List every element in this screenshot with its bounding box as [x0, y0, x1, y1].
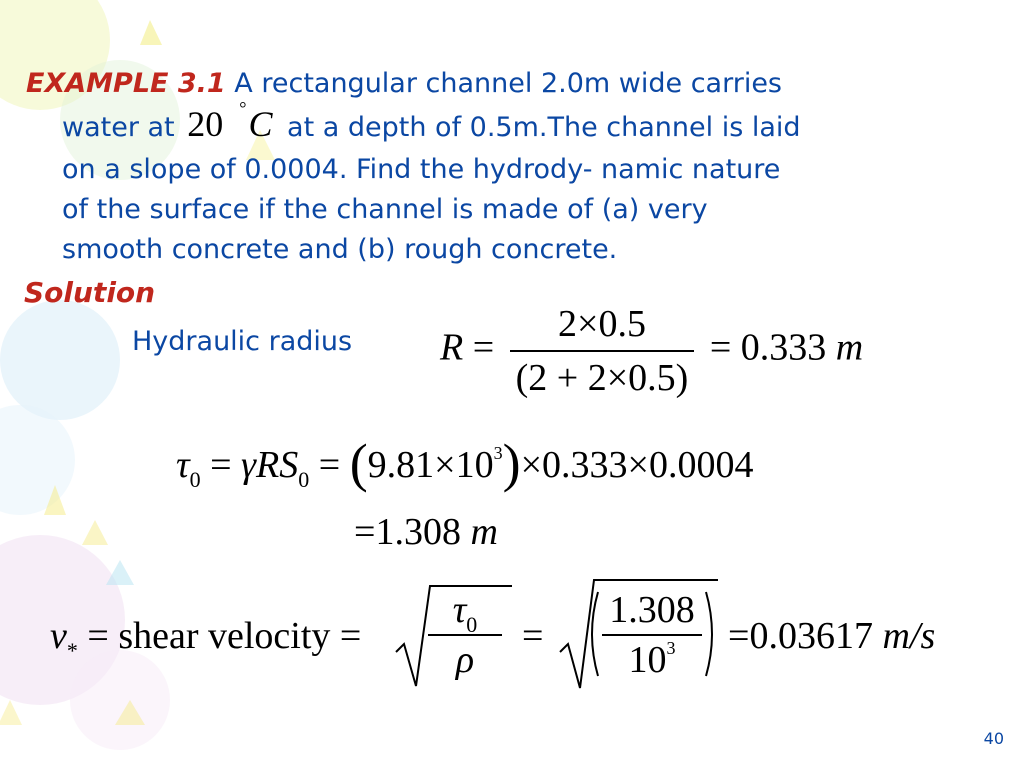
paren-close: ) — [502, 433, 521, 493]
rs-symbol: RS — [256, 444, 299, 486]
gamma-symbol: γ — [241, 444, 257, 486]
shear-stress-unit: m — [470, 511, 498, 553]
temperature-formula — [187, 98, 273, 150]
paren-open: ( — [349, 433, 368, 493]
tau-subscript: 0 — [189, 467, 201, 492]
unit-weight-exponent: 3 — [493, 443, 503, 463]
ratio-denominator — [602, 636, 702, 682]
radius-symbol: R — [440, 326, 464, 369]
slope-subscript: 0 — [298, 467, 310, 492]
velocity-subscript: * — [66, 638, 78, 663]
shear-stress-result — [354, 510, 498, 554]
denominator-exponent: 3 — [666, 638, 676, 658]
radius-result: 0.333 — [740, 326, 827, 369]
shear-velocity-value: 0.03617 — [749, 615, 873, 657]
shear-velocity-text: shear velocity — [118, 615, 331, 657]
equals-sign: = — [728, 615, 750, 657]
equals-sign: = — [709, 326, 732, 369]
temperature-unit: C — [248, 104, 273, 144]
radius-equation — [440, 302, 863, 400]
example-text-2-post: at a depth of 0.5m.The channel is laid — [287, 112, 801, 143]
radius-denominator: (2 + 2×0.5) — [510, 350, 695, 400]
shear-velocity-lhs — [50, 614, 362, 663]
example-line-4: of the surface if the channel is made of (a) very — [62, 194, 708, 225]
equals-sign: = — [339, 615, 362, 657]
unit-weight-mantissa: 9.81×10 — [367, 444, 494, 486]
rho-symbol: ρ — [455, 639, 475, 681]
equals-sign: = — [354, 511, 376, 553]
example-paragraph — [26, 64, 1006, 270]
example-text-1: A rectangular channel 2.0m wide carries — [234, 68, 782, 99]
example-label: EXAMPLE 3.1 — [26, 68, 226, 99]
denominator-base: 10 — [628, 639, 667, 681]
shear-velocity-unit: m/s — [882, 615, 936, 657]
tau-symbol: τ — [452, 589, 467, 631]
example-line-2 — [26, 98, 1006, 150]
example-line-1 — [26, 64, 1006, 104]
tau-over-rho-fraction — [428, 588, 502, 682]
equals-sign: = — [522, 615, 544, 657]
page-number: 40 — [983, 729, 1004, 748]
tau-numerator — [428, 588, 502, 636]
shear-stress-value: 1.308 — [375, 511, 461, 553]
velocity-symbol: v — [50, 615, 67, 657]
shear-stress-equation — [176, 428, 754, 493]
shear-velocity-equation — [50, 590, 950, 700]
temperature-value: 20 — [187, 104, 224, 144]
degree-symbol: ° — [239, 98, 247, 118]
example-text-2-pre: water at — [62, 112, 175, 143]
tau-subscript: 0 — [466, 612, 478, 637]
tau-symbol: τ — [176, 444, 190, 486]
ratio-fraction — [602, 588, 702, 682]
ratio-numerator: 1.308 — [602, 588, 702, 636]
radius-numerator: 2×0.5 — [558, 303, 646, 345]
hydraulic-radius-label: Hydraulic radius — [132, 326, 353, 357]
equals-sign: = — [87, 615, 109, 657]
equals-sign: = — [472, 326, 495, 369]
radius-fraction — [510, 302, 695, 400]
solution-heading: Solution — [24, 276, 156, 309]
equals-sign: = — [210, 444, 232, 486]
example-line-3: on a slope of 0.0004. Find the hydrody- namic nature — [62, 154, 781, 185]
equals-sign: = — [318, 444, 341, 486]
shear-velocity-rhs — [728, 614, 935, 658]
example-line-5: smooth concrete and (b) rough concrete. — [62, 234, 618, 265]
shear-stress-product: ×0.333×0.0004 — [520, 444, 754, 486]
radius-unit: m — [835, 326, 864, 369]
